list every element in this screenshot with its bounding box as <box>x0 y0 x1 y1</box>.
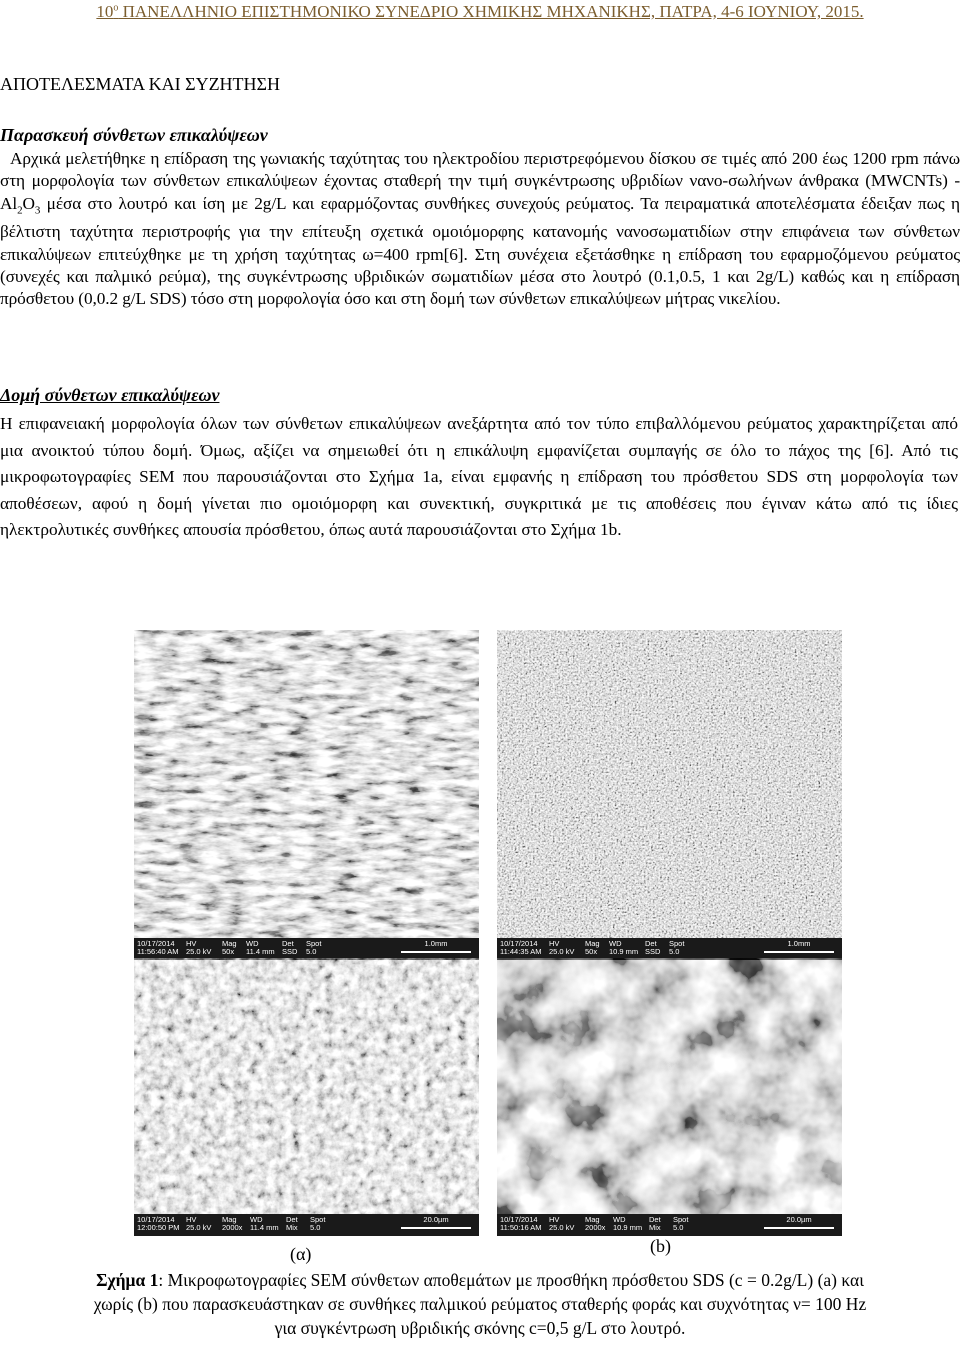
subsection-title-structure: Δομή σύνθετων επικαλύψεων <box>0 385 220 405</box>
figure-label-b: (b) <box>650 1236 671 1256</box>
sem-image-a-top <box>134 630 479 960</box>
figure-caption: Σχήμα 1: Μικροφωτογραφίες SEM σύνθετων αποθεμάτων με προσθήκη πρόσθετου SDS (c = 0.2g/L) (a) και χωρίς (b) που παρασκευάστηκαν σε συνθήκες παλμικού ρεύματος σταθερής φοράς και συχνότητας ν= 100 Hz για συγκέντρωση υβριδικής σκόνης c=0,5 g/L στο λουτρό. <box>93 1270 867 1338</box>
sem-databar: 10/17/2014 11:44:35 AM HV 25.0 kV Mag 50x WD 10.9 mm Det SSD Spot 5.0 1.0mm <box>497 938 842 960</box>
sem-databar: 10/17/2014 12:00:50 PM HV 25.0 kV Mag 2000x WD 11.4 mm Det Mix Spot 5.0 20.0µm <box>134 1214 479 1236</box>
paragraph-structure: Η επιφανειακή μορφολογία όλων των σύνθετων επικαλύψεων ανεξάρτητα από τον τύπο επιβαλλόμενου ρεύματος χαρακτηρίζεται από μια ανοικτού τύπου δομή. Όμως, αξίζει να σημειωθεί ότι η επικάλυψη εμφανίζεται συμπαγής σε όλο το πάχος της [6]. Από τις μικροφωτογραφίες SEM που παρουσιάζονται στο Σχήμα 1a, είναι εμφανής η επίδραση του πρόσθετου SDS στη μορφολογία των αποθέσεων, αφού η δομή γίνεται πιο ομοιόμορφη και συνεκτική, συγκριτικά με τις αποθέσεις που έγιναν κάτω από τις ίδιες ηλεκτρολυτικές συνθήκες απουσία πρόσθετου, όπως αυτά παρουσιάζονται στο Σχήμα 1b. <box>0 414 958 539</box>
sem-image-b-top <box>497 630 842 960</box>
sem-image-b-bottom <box>497 958 842 1236</box>
conference-header: $10^o$ ΠΑΝΕΛΛΗΝΙΟ ΕΠΙΣΤΗΜΟΝΙΚΟ ΣΥΝΕΔΡΙΟ ΧΗΜΙΚΗΣ ΜΗΧΑΝΙΚΗΣ, ΠΑΤΡΑ, 4-6 ΙΟΥΝΙΟΥ, 2015. <box>96 2 864 21</box>
scale-bar-label: 20.0µm <box>423 1215 449 1224</box>
sem-databar: 10/17/2014 11:50:16 AM HV 25.0 kV Mag 2000x WD 10.9 mm Det Mix Spot 5.0 20.0µm <box>497 1214 842 1236</box>
section-title: ΑΠΟΤΕΛΕΣΜΑΤΑ ΚΑΙ ΣΥΖΗΤΗΣΗ <box>0 74 281 94</box>
scale-bar-label: 1.0mm <box>787 939 811 948</box>
sem-image-a-bottom <box>134 958 479 1236</box>
scale-bar-label: 1.0mm <box>424 939 448 948</box>
sem-databar: 10/17/2014 11:56:40 AM HV 25.0 kV Mag 50x WD 11.4 mm Det SSD Spot 5.0 1.0mm <box>134 938 479 960</box>
figure-label-a: (α) <box>290 1244 312 1264</box>
paragraph-preparation: Αρχικά μελετήθηκε η επίδραση της γωνιακής ταχύτητας του ηλεκτροδίου περιστρεφόμενου δίσκου σε τιμές από 200 έως 1200 rpm πάνω στη μορφολογία των σύνθετων επικαλύψεων έχοντας σταθερή την τιμή συγκέντρωσης υβριδίων νανο-σωλήνων άνθρακα (MWCNTs) $-Al_2O_3$ μέσα στο λουτρό και ίση με 2g/L και εφαρμόζοντας συνθήκες συνεχούς ρεύματος. Τα πειραματικά αποτελέσματα έδειξαν πως η βέλτιστη ταχύτητα περιστροφής για την επίτευξη σχετικά ομοιόμορφης κατανομής νανοσωματιδίων στην επιφάνεια των σύνθετων επικαλύψεων επιτεύχθηκε με τη χρήση ταχύτητας ω=400 rpm[6]. Στη συνέχεια εξετάσθηκε η επίδραση του εφαρμοζόμενου ρεύματος (συνεχές και παλμικό ρεύμα), της συγκέντρωσης υβριδικών σωματιδίων μέσα στο λουτρό (0.1,0.5, 1 και 2g/L) καθώς και η επίδραση πρόσθετου (0,0.2 g/L SDS) τόσο στη μορφολογία όσο και στη δομή των σύνθετων επικαλύψεων μήτρας νικελίου. <box>0 149 960 309</box>
scale-bar-label: 20.0µm <box>786 1215 812 1224</box>
subsection-title-preparation: Παρασκευή σύνθετων επικαλύψεων <box>0 125 268 145</box>
